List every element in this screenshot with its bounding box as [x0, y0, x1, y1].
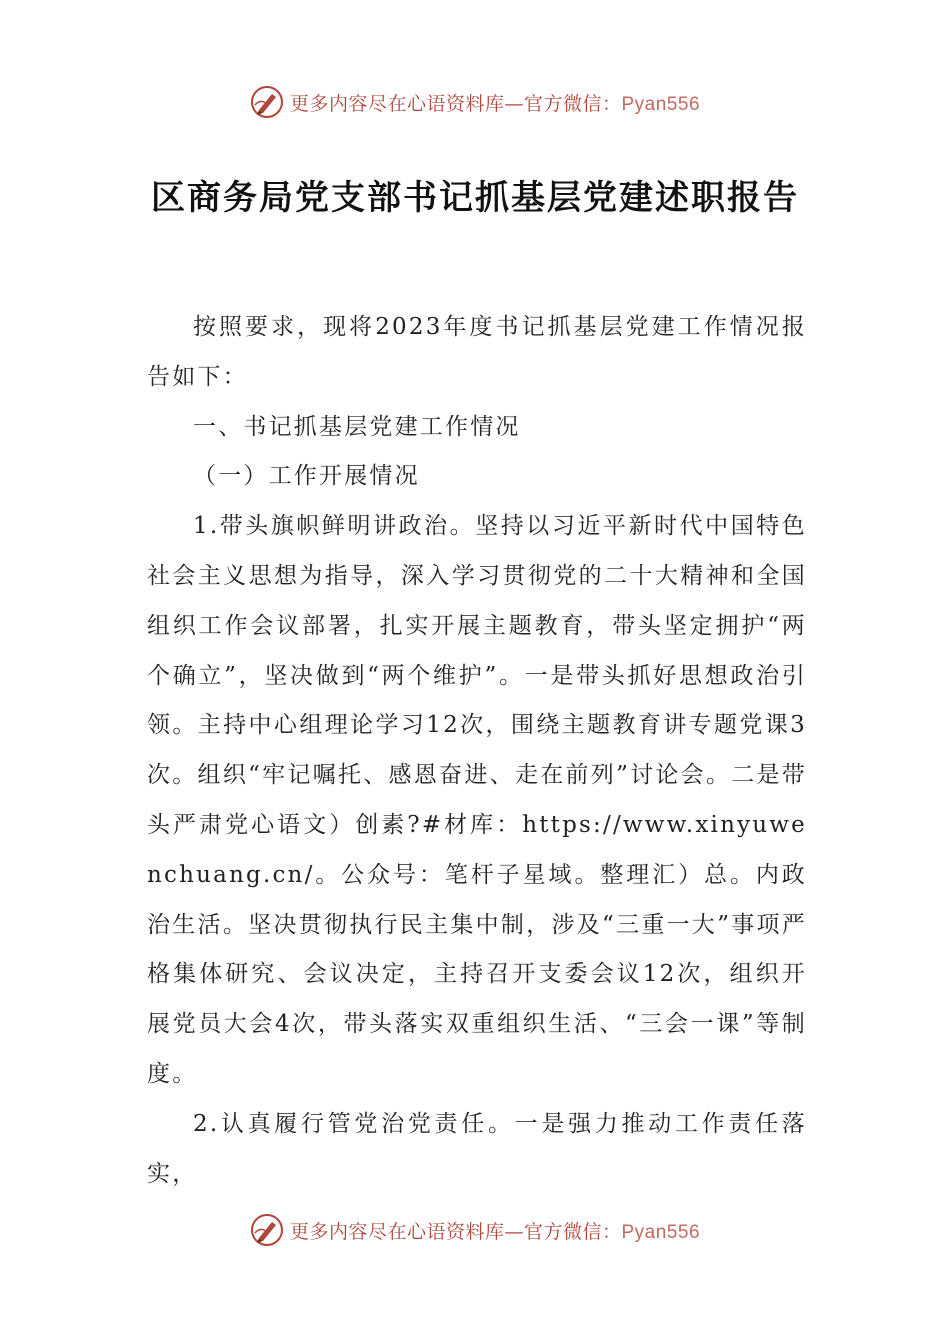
watermark-content: [250, 1213, 700, 1247]
section-heading-1: 一、书记抓基层党建工作情况: [193, 413, 521, 440]
subsection-heading-1: （一）工作开展情况: [193, 463, 420, 490]
document-body: [147, 303, 807, 1199]
pen-logo-icon: [250, 85, 284, 119]
paragraph-intro: 按照要求，现将2023年度书记抓基层党建工作情况报告如下：: [147, 314, 807, 390]
watermark-text: 更多内容尽在心语资料库—官方微信：Pyan556: [289, 92, 701, 115]
document-title: 区商务局党支部书记抓基层党建述职报告: [151, 178, 799, 218]
watermark-content: [250, 85, 700, 119]
watermark-wechat-id: Pyan556: [621, 1221, 701, 1243]
header-watermark: [0, 82, 950, 122]
paragraph-item-2: 2.认真履行管党治党责任。一是强力推动工作责任落实，: [147, 1110, 807, 1187]
pen-logo-icon: [250, 1213, 284, 1247]
watermark-text: 更多内容尽在心语资料库—官方微信：Pyan556: [289, 1220, 701, 1243]
watermark-wechat-id: Pyan556: [621, 93, 701, 115]
footer-watermark: [0, 1210, 950, 1250]
paragraph-item-1: 1.带头旗帜鲜明讲政治。坚持以习近平新时代中国特色社会主义思想为指导，深入学习贯彻党的二十大精神和全国组织工作会议部署，扎实开展主题教育，带头坚定拥护“两个确立”，坚决做到“两个维护”。一是带头抓好思想政治引领。主持中心组理论学习12次，围绕主题教育讲专题党课3次。组织“牢记嘱托、感恩奋进、走在前列”讨论会。二是带头严肃党心语文）创素?#材库：https://www.xinyuwenchuang.cn/。公众号：笔杆子星域。整理汇）总。内政治生活。坚决贯彻执行民主集中制，涉及“三重一大”事项严格集体研究、会议决定，主持召开支委会议12次，组织开展党员大会4次，带头落实双重组织生活、“三会一课”等制度。: [147, 513, 807, 1087]
